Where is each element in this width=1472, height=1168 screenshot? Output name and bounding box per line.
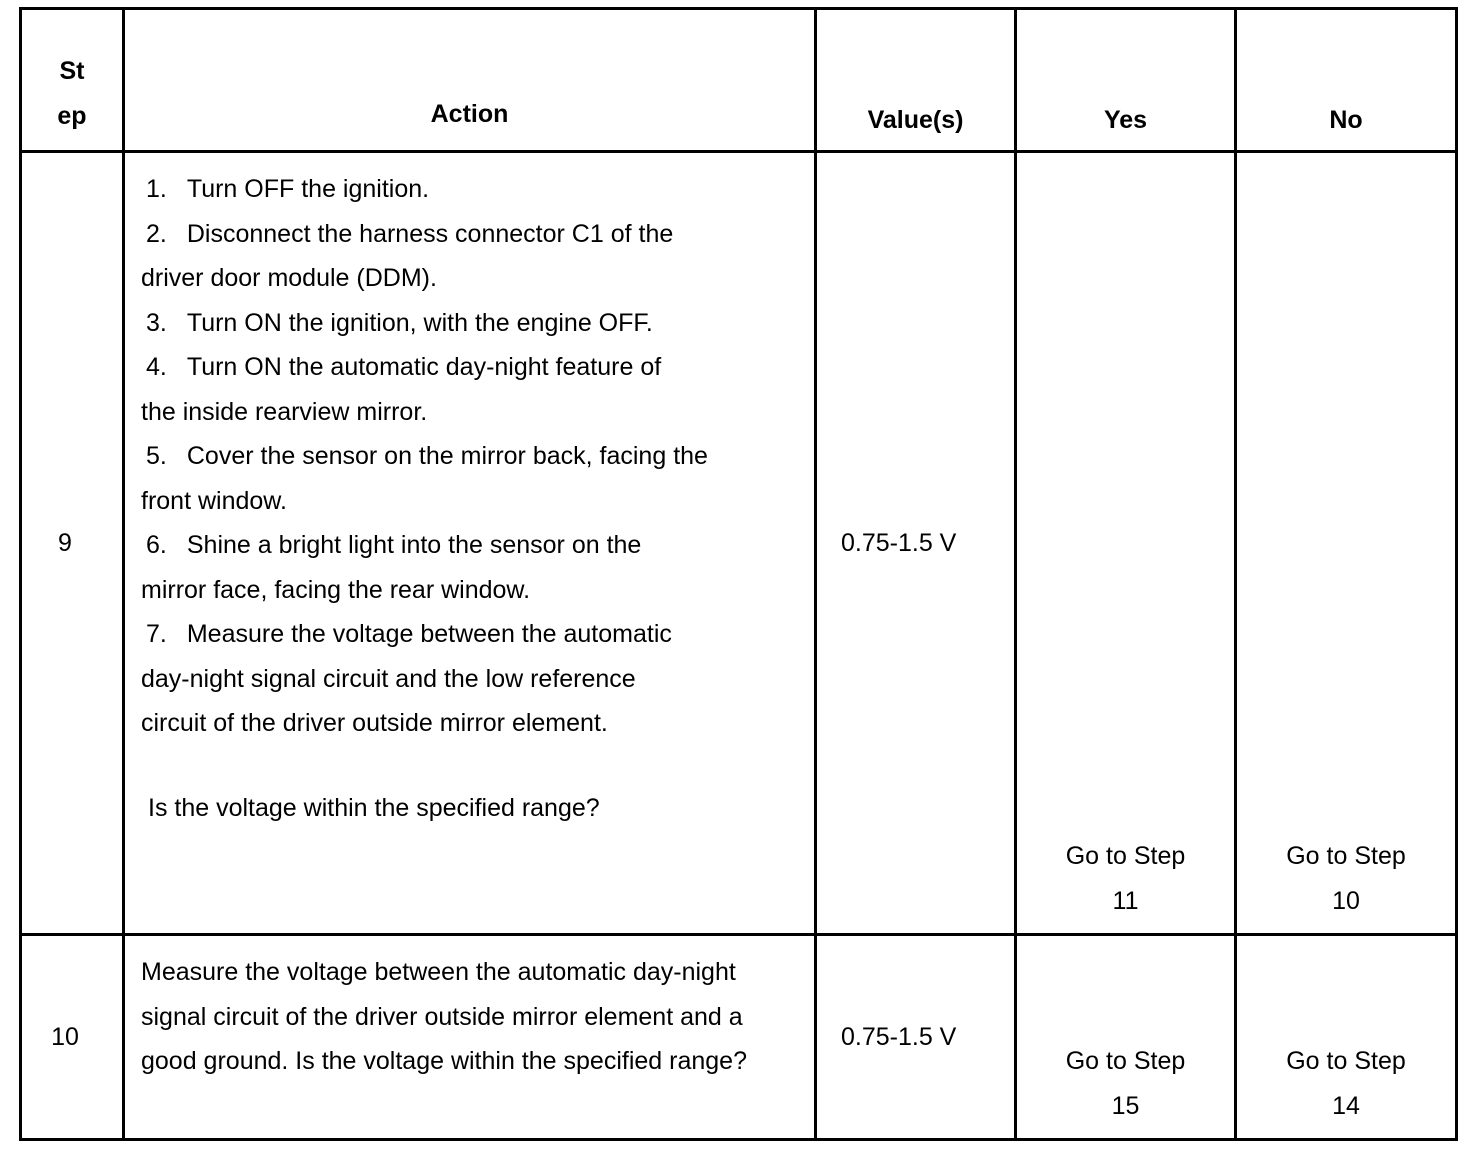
no-goto-label: Go to Step bbox=[1286, 1047, 1406, 1075]
action-item bbox=[141, 612, 701, 746]
no-cell bbox=[1236, 935, 1457, 1140]
action-item-number: 6. bbox=[146, 531, 167, 559]
action-cell bbox=[124, 152, 816, 935]
action-item-number: 5. bbox=[146, 442, 167, 470]
header-step-line1: St bbox=[59, 57, 85, 85]
header-values: Value(s) bbox=[816, 9, 1016, 152]
value-cell: 0.75-1.5 V bbox=[816, 935, 1016, 1140]
action-question: Is the voltage within the specified range? bbox=[148, 793, 600, 822]
no-goto-step: 10 bbox=[1332, 886, 1360, 915]
action-item-number: 1. bbox=[146, 175, 167, 203]
action-item bbox=[141, 434, 731, 523]
action-text: Measure the voltage between the automatic day-night signal circuit of the driver outside mirror element and a good ground. Is the voltage within the specified range? bbox=[141, 958, 747, 1075]
no-goto-label: Go to Step bbox=[1286, 842, 1406, 870]
yes-cell bbox=[1016, 935, 1236, 1140]
header-yes: Yes bbox=[1016, 9, 1236, 152]
header-step-line2: ep bbox=[57, 101, 87, 130]
no-goto-step: 14 bbox=[1332, 1091, 1360, 1120]
yes-goto-step: 15 bbox=[1111, 1091, 1140, 1120]
action-item-number: 3. bbox=[146, 308, 167, 337]
action-item bbox=[141, 523, 701, 612]
yes-goto-label: Go to Step bbox=[1065, 1047, 1186, 1075]
action-cell bbox=[124, 935, 816, 1140]
yes-goto-step: 11 bbox=[1112, 886, 1139, 915]
action-item-number: 7. bbox=[146, 620, 167, 648]
action-item-text: Turn ON the ignition, with the engine OFF. bbox=[186, 308, 653, 337]
table-row bbox=[21, 935, 1457, 1140]
diagnostic-table bbox=[19, 7, 1458, 1141]
yes-cell bbox=[1016, 152, 1236, 935]
table-header-row bbox=[21, 9, 1457, 152]
action-item-text: Cover the sensor on the mirror back, facing the front window. bbox=[141, 442, 708, 515]
action-item-text: Shine a bright light into the sensor on the mirror face, facing the rear window. bbox=[141, 531, 642, 604]
yes-goto-label: Go to Step bbox=[1065, 842, 1186, 870]
header-no: No bbox=[1236, 9, 1457, 152]
value-cell: 0.75-1.5 V bbox=[816, 152, 1016, 935]
step-number: 9 bbox=[21, 152, 124, 935]
step-number: 10 bbox=[21, 935, 124, 1140]
action-item-number: 2. bbox=[146, 219, 167, 248]
no-cell bbox=[1236, 152, 1457, 935]
action-item bbox=[141, 167, 731, 212]
action-item bbox=[141, 345, 701, 434]
action-item-text: Turn ON the automatic day-night feature of the inside rearview mirror. bbox=[141, 353, 662, 426]
action-item bbox=[141, 301, 661, 346]
action-item-text: Turn OFF the ignition. bbox=[186, 175, 430, 203]
header-action: Action bbox=[124, 9, 816, 152]
action-list bbox=[141, 167, 731, 746]
action-item-number: 4. bbox=[146, 353, 167, 381]
action-item-text: Measure the voltage between the automatic day-night signal circuit and the low reference circuit of the driver outside mirror element. bbox=[141, 620, 672, 737]
action-item-text: Disconnect the harness connector C1 of the driver door module (DDM). bbox=[141, 219, 674, 292]
header-step bbox=[21, 9, 124, 152]
table-row bbox=[21, 152, 1457, 935]
action-item bbox=[141, 212, 696, 301]
